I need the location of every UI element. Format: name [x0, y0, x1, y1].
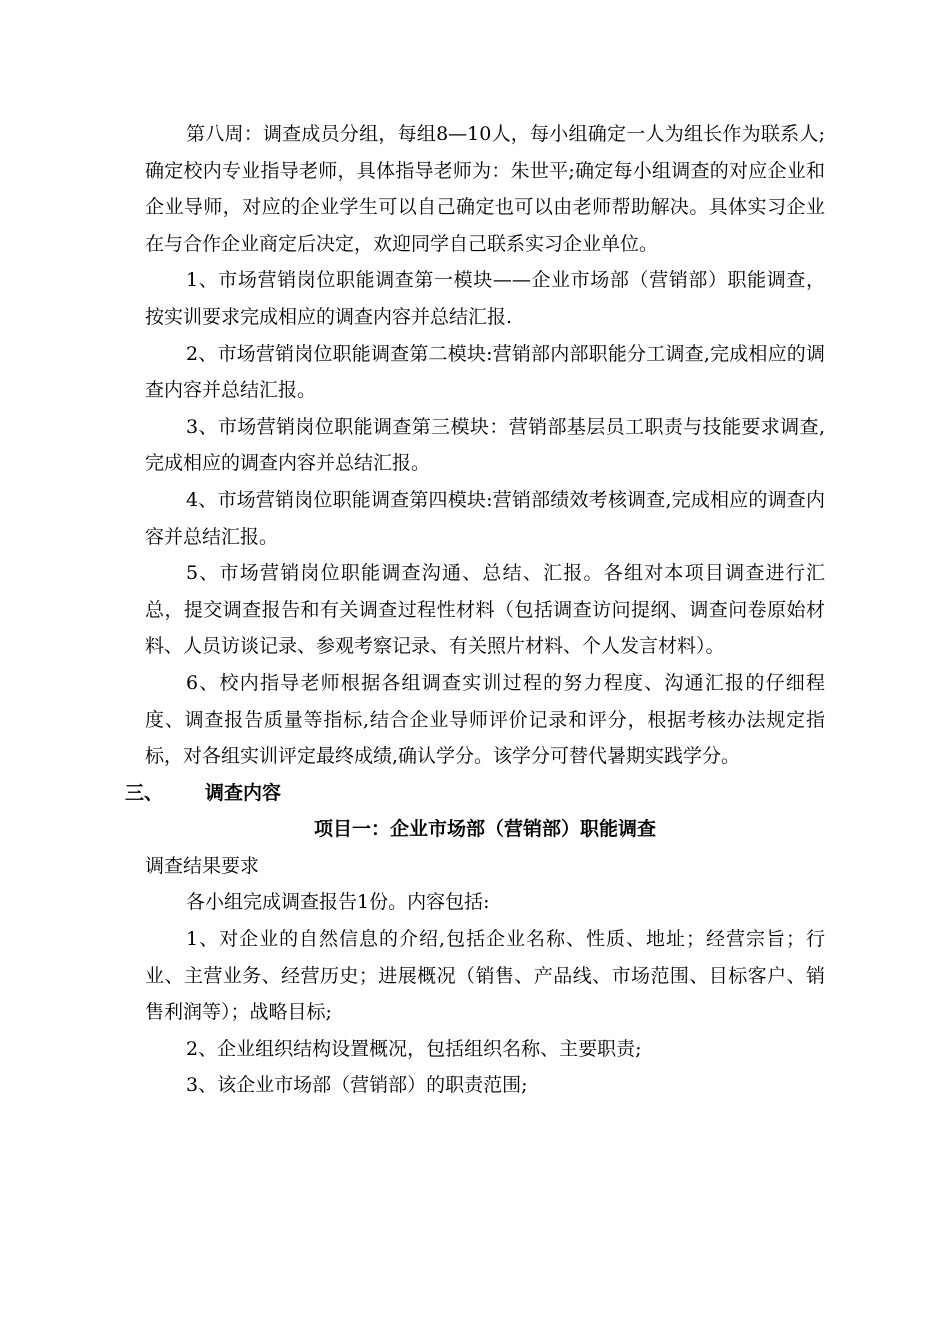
paragraph-module-2: 2、市场营销岗位职能调查第二模块:营销部内部职能分工调查,完成相应的调查内容并总结汇报。: [145, 342, 825, 402]
paragraph-module-4: 4、市场营销岗位职能调查第四模块:营销部绩效考核调查,完成相应的调查内容并总结汇报。: [145, 488, 825, 548]
requirement-item-3: 3、该企业市场部（营销部）的职责范围;: [186, 1074, 528, 1097]
section-title: 调查内容: [205, 781, 282, 804]
requirement-intro: 各小组完成调查报告1份。内容包括:: [186, 891, 490, 914]
paragraph-evaluation: 6、校内指导老师根据各组调查实训过程的努力程度、沟通汇报的仔细程度、调查报告质量等指标,结合企业导师评价记录和评分，根据考核办法规定指标，对各组实训评定最终成绩,确认学分。该学分可替代暑期实践学分。: [145, 671, 825, 768]
requirements-label: 调查结果要求: [145, 854, 260, 877]
paragraph-module-1: 1、市场营销岗位职能调查第一模块——企业市场部（营销部）职能调查，按实训要求完成相应的调查内容并总结汇报.: [145, 269, 825, 328]
document-body: [125, 116, 825, 1104]
section-number: 三、: [125, 781, 164, 804]
paragraph-module-3: 3、市场营销岗位职能调查第三模块：营销部基层员工职责与技能要求调查,完成相应的调查内容并总结汇报。: [145, 415, 825, 475]
requirement-item-1: 1、对企业的自然信息的介绍,包括企业名称、性质、地址；经营宗旨；行业、主营业务、经营历史；进展概况（销售、产品线、市场范围、目标客户、销售利润等）；战略目标;: [145, 928, 825, 1024]
section-heading: [125, 775, 825, 812]
paragraph-week-eight: 第八周：调查成员分组，每组8—10人，每小组确定一人为组长作为联系人;确定校内专业指导老师，具体指导老师为：朱世平;确定每小组调查的对应企业和企业导师，对应的企业学生可以自己确定也可以由老师帮助解决。具体实习企业在与合作企业商定后决定，欢迎同学自己联系实习企业单位。: [145, 123, 825, 255]
paragraph-summary: 5、市场营销岗位职能调查沟通、总结、汇报。各组对本项目调查进行汇总，提交调查报告和有关调查过程性材料（包括调查访问提纲、调查问卷原始材料、人员访谈记录、参观考察记录、有关照片材料、个人发言材料）。: [145, 562, 825, 658]
requirement-item-2: 2、企业组织结构设置概况，包括组织名称、主要职责;: [186, 1037, 642, 1060]
project-title: 项目一：企业市场部（营销部）职能调查: [313, 818, 656, 841]
